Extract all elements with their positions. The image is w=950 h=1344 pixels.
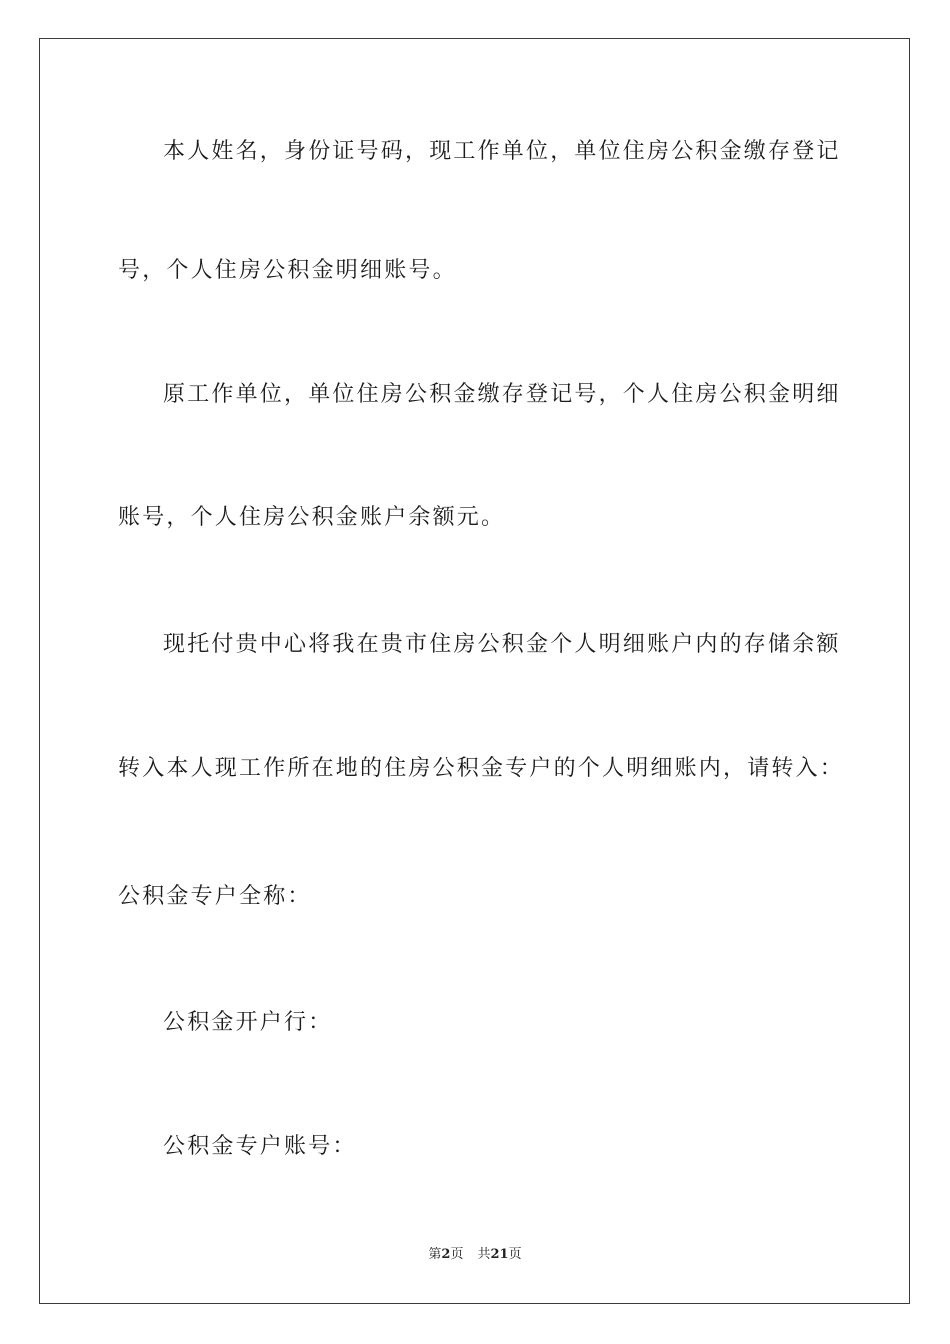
- paragraph-1-line-1: 本人姓名，身份证号码，现工作单位，单位住房公积金缴存登记: [163, 139, 841, 164]
- bank-label: 公积金开户行：: [163, 1010, 333, 1035]
- footer-page-number: 2: [441, 1247, 451, 1262]
- page-footer: [0, 1246, 950, 1264]
- footer-page-suffix: 页: [450, 1247, 464, 1262]
- paragraph-2-line-2: 账号，个人住房公积金账户余额元。: [118, 505, 506, 530]
- footer-page-prefix: 第: [428, 1247, 442, 1262]
- footer-total-suffix: 页: [508, 1247, 522, 1262]
- paragraph-2-line-1: 原工作单位，单位住房公积金缴存登记号，个人住房公积金明细: [163, 382, 841, 407]
- account-number-label: 公积金专户账号：: [163, 1134, 357, 1159]
- footer-total-pages: 21: [490, 1247, 509, 1262]
- paragraph-3-line-2: 转入本人现工作所在地的住房公积金专户的个人明细账内，请转入：: [118, 756, 845, 781]
- footer-total-prefix: 共: [477, 1247, 491, 1262]
- paragraph-3-line-1: 现托付贵中心将我在贵市住房公积金个人明细账户内的存储余额: [163, 632, 841, 657]
- account-name-label: 公积金专户全称：: [118, 884, 312, 909]
- page-border: [39, 38, 910, 1304]
- paragraph-1-line-2: 号，个人住房公积金明细账号。: [118, 258, 457, 283]
